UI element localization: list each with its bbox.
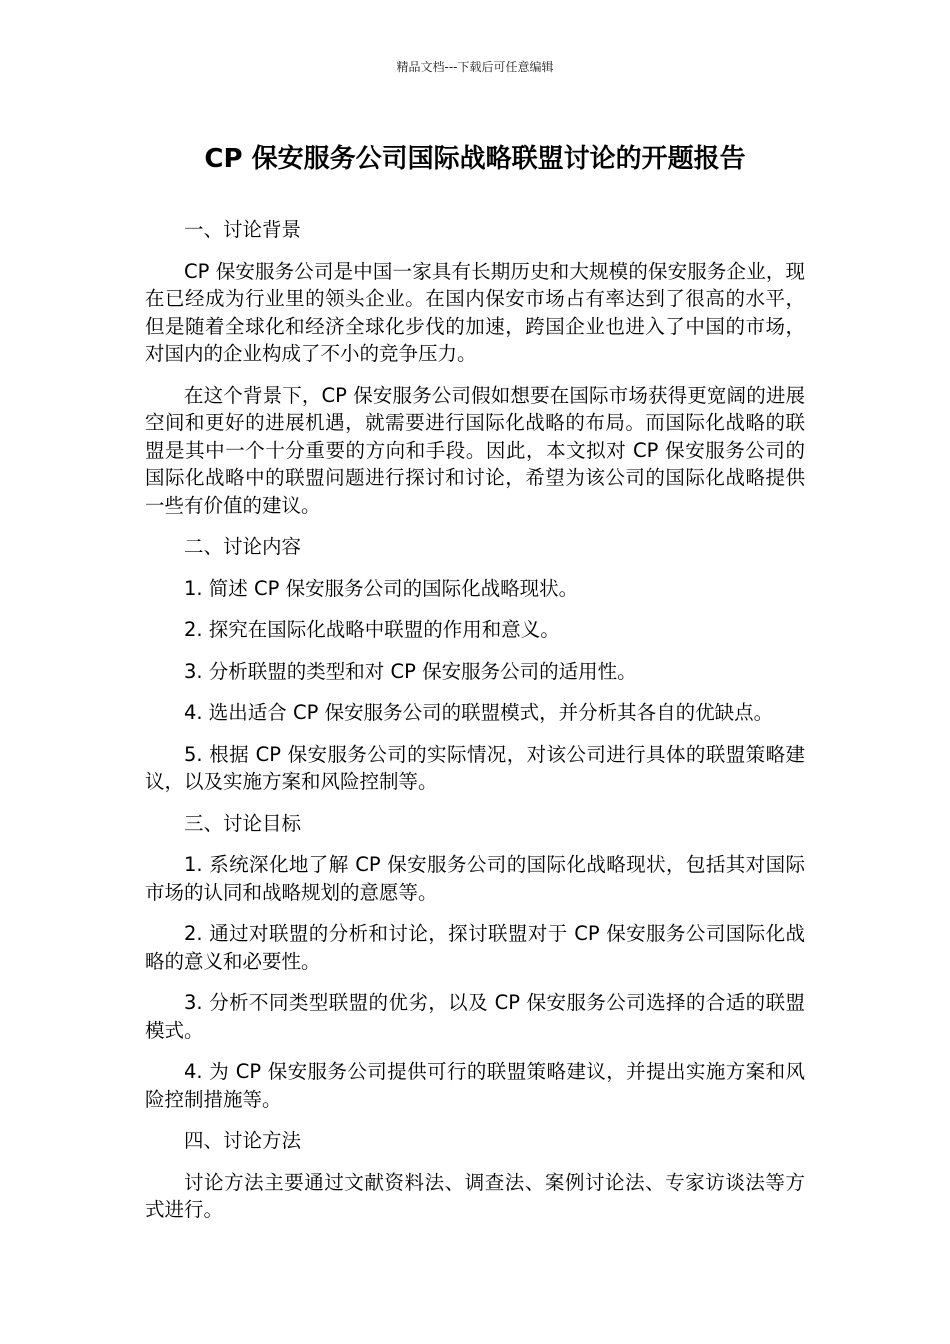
paragraph: CP 保安服务公司是中国一家具有长期历史和大规模的保安服务企业，现在已经成为行业里的领头企业。在国内保安市场占有率达到了很高的水平，但是随着全球化和经济全球化步伐的加速，跨国企业也进入了中国的市场，对国内的企业构成了不小的竞争压力。 (145, 259, 805, 365)
list-item: 1. 简述 CP 保安服务公司的国际化战略现状。 (184, 576, 579, 600)
list-item: 2. 通过对联盟的分析和讨论，探讨联盟对于 CP 保安服务公司国际化战略的意义和必要性。 (145, 922, 805, 973)
list-item: 3. 分析联盟的类型和对 CP 保安服务公司的适用性。 (184, 659, 637, 683)
list-item: 4. 为 CP 保安服务公司提供可行的联盟策略建议，并提出实施方案和风险控制措施等。 (145, 1060, 805, 1111)
paragraph: 讨论方法主要通过文献资料法、调查法、案例讨论法、专家访谈法等方式进行。 (145, 1170, 805, 1221)
section-heading-methods: 四、讨论方法 (184, 1129, 302, 1152)
list-item: 5. 根据 CP 保安服务公司的实际情况，对该公司进行具体的联盟策略建议，以及实施方案和风险控制等。 (145, 742, 805, 793)
list-item: 2. 探究在国际化战略中联盟的作用和意义。 (184, 618, 560, 641)
list-item: 1. 系统深化地了解 CP 保安服务公司的国际化战略现状，包括其对国际市场的认同和战略规划的意愿等。 (145, 853, 805, 904)
paragraph: 在这个背景下，CP 保安服务公司假如想要在国际市场获得更宽阔的进展空间和更好的进展机遇，就需要进行国际化战略的布局。而国际化战略的联盟是其中一个十分重要的方向和手段。因此，本文拟对 CP 保安服务公司的国际化战略中的联盟问题进行探讨和讨论，希望为该公司的国际化战略提供一些有价值的建议。 (145, 383, 805, 517)
document-body (145, 216, 805, 1238)
section-heading-background: 一、讨论背景 (184, 218, 302, 241)
section-heading-content: 二、讨论内容 (184, 535, 302, 558)
section-heading-goals: 三、讨论目标 (184, 811, 302, 835)
list-item: 3. 分析不同类型联盟的优劣，以及 CP 保安服务公司选择的合适的联盟模式。 (145, 991, 805, 1042)
document-title: CP 保安服务公司国际战略联盟讨论的开题报告 (204, 144, 746, 174)
header-note: 精品文档---下载后可任意编辑 (396, 60, 554, 74)
list-item: 4. 选出适合 CP 保安服务公司的联盟模式，并分析其各自的优缺点。 (184, 701, 774, 724)
